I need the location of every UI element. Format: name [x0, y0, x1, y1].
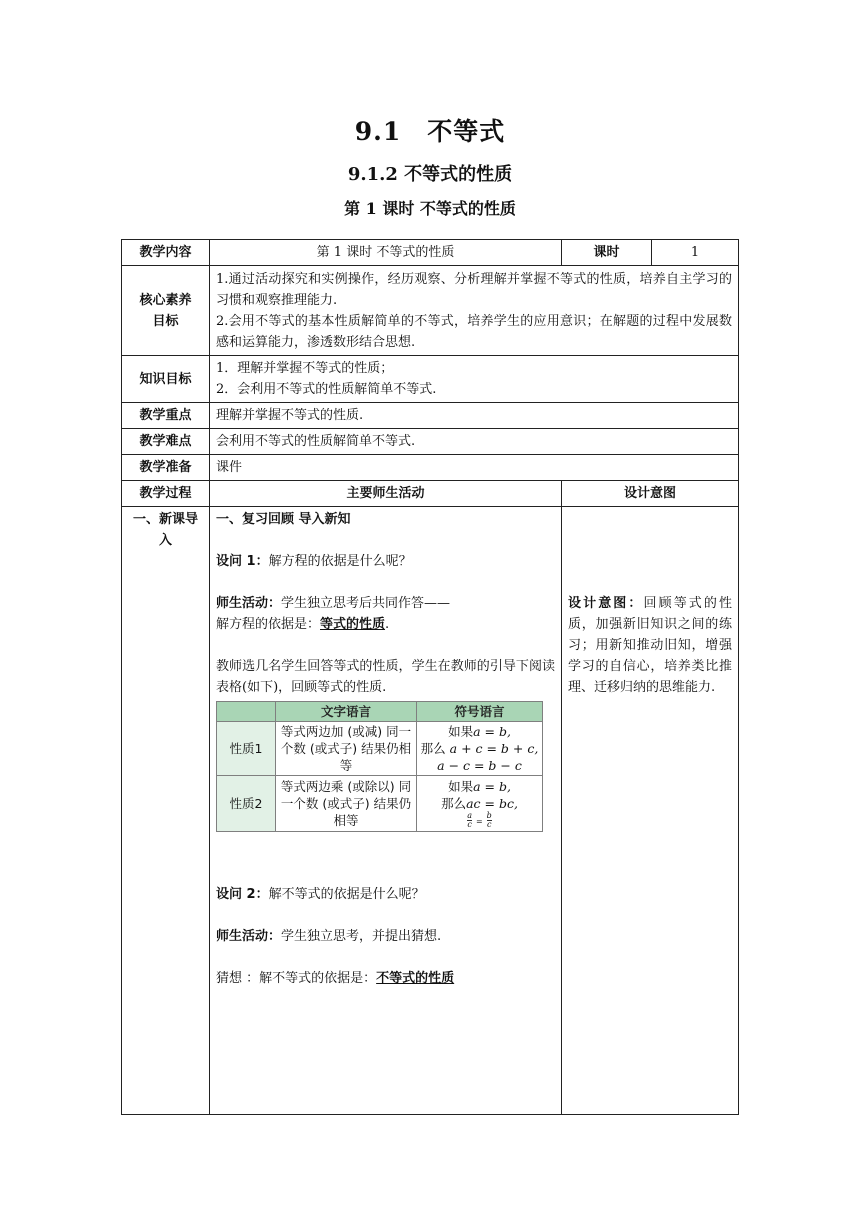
period-value: 1 [652, 240, 739, 266]
eq-col-symbol: 符号语言 [417, 702, 543, 722]
knowledge-label: 知识目标 [122, 356, 210, 403]
eq-property-1-name: 性质1 [217, 722, 276, 776]
teacher-text: 教师选几名学生回答等式的性质，学生在教师的引导下阅读表格(如下)，回顾等式的性质. [216, 659, 555, 695]
process-label: 教学过程 [122, 481, 210, 507]
core-goal-1: 1.通过活动探究和实例操作，经历观察、分析理解并掌握不等式的性质，培养自主学习的习惯和观察推理能力. [216, 271, 732, 308]
question-1-label: 设问 1： [216, 554, 269, 569]
row-knowledge [122, 356, 739, 403]
eq-property-2-name: 性质2 [217, 776, 276, 832]
intent-label: 设计意图： [568, 596, 644, 611]
row-core [122, 266, 739, 356]
eq-p2-fraction-left: $\frac{a}{c}$ [467, 810, 472, 829]
intent-cell [562, 507, 739, 1115]
row-prep [122, 455, 739, 481]
lesson-plan-table [121, 239, 739, 1115]
knowledge-goal-2: 2．会利用不等式的性质解简单不等式. [216, 382, 437, 397]
question-1-text: 解方程的依据是什么呢？ [268, 554, 412, 569]
eq-property-2-symbol [417, 776, 543, 832]
row-key [122, 403, 739, 429]
activity-2-label: 师生活动： [216, 929, 282, 944]
intent-header: 设计意图 [562, 481, 739, 507]
eq-p2-fraction-right: $\frac{b}{c}$ [486, 810, 492, 829]
core-label-line2: 目标 [152, 313, 179, 329]
eq-corner-cell [217, 702, 276, 722]
activity-section-title: 一、复习回顾 导入新知 [216, 512, 351, 527]
eq-p1-formula-2: a − c = b − c [437, 758, 522, 773]
eq-p2-cond: a = b, [473, 778, 511, 794]
activity-1-label: 师生活动： [216, 596, 282, 611]
activity-1 [216, 593, 555, 614]
eq-p1-if: 如果 [448, 724, 474, 739]
row-process-header [122, 481, 739, 507]
eq-property-1-text: 等式两边加 (或减) 同一个数 (或式子) 结果仍相等 [276, 722, 417, 776]
basis-line [216, 614, 555, 635]
question-2-label: 设问 2： [216, 887, 269, 902]
eq-p2-formula-1: ac = bc, [466, 795, 518, 811]
core-label [122, 266, 210, 356]
difficulty-value: 会利用不等式的性质解简单不等式. [210, 429, 739, 455]
activity-2-text: 学生独立思考，并提出猜想. [281, 929, 442, 944]
basis-answer: 等式的性质 [320, 617, 386, 632]
page-title: 9.1 不等式 [354, 117, 506, 146]
row-difficulty [122, 429, 739, 455]
difficulty-label: 教学难点 [122, 429, 210, 455]
eq-p2-if: 如果 [448, 778, 474, 794]
basis-text: 解方程的依据是： [216, 617, 321, 632]
activity-cell [210, 507, 562, 1115]
eq-property-2-text: 等式两边乘 (或除以) 同一个数 (或式子) 结果仍相等 [276, 776, 417, 832]
guess-line [216, 968, 555, 989]
basis-end: . [385, 617, 390, 632]
eq-p1-then: 那么 [420, 741, 446, 756]
guess-answer: 不等式的性质 [376, 971, 455, 986]
intent-text: 回顾等式的性质，加强新旧知识之间的练习；用新知推动旧知，增强学习的自信心，培养类比推理、迁移归纳的思维能力. [568, 596, 732, 695]
eq-col-text: 文字语言 [276, 702, 417, 722]
key-value: 理解并掌握不等式的性质. [210, 403, 739, 429]
knowledge-value [210, 356, 739, 403]
guess-label: 猜想 ：解不等式的依据是： [216, 971, 377, 986]
question-1 [216, 551, 555, 572]
stage-label: 一、新课导入 [122, 507, 210, 1115]
period-label: 课时 [562, 240, 652, 266]
eq-p1-formula-1: a + c = b + c, [449, 741, 539, 756]
content-value: 第 1 课时 不等式的性质 [210, 240, 562, 266]
row-intro [122, 507, 739, 1115]
activity-2 [216, 926, 555, 947]
content-label: 教学内容 [122, 240, 210, 266]
section-subtitle: 9.1.2 不等式的性质 [347, 164, 513, 185]
core-value [210, 266, 739, 356]
prep-label: 教学准备 [122, 455, 210, 481]
question-2-text: 解不等式的依据是什么呢？ [268, 887, 425, 902]
eq-p2-fraction-line: $\frac{a}{c}$ = $\frac{b}{c}$ [467, 810, 492, 829]
intent-paragraph [568, 593, 732, 698]
prep-value: 课件 [210, 455, 739, 481]
lesson-title: 第 1 课时 不等式的性质 [344, 199, 516, 218]
equation-properties-table [216, 701, 543, 832]
activity-header: 主要师生活动 [210, 481, 562, 507]
eq-property-1-symbol [417, 722, 543, 776]
core-label-line1: 核心素养 [139, 292, 192, 308]
eq-p1-cond: a = b, [473, 724, 511, 739]
activity-1-text: 学生独立思考后共同作答—— [281, 596, 451, 611]
eq-p2-then: 那么 [441, 795, 467, 811]
key-label: 教学重点 [122, 403, 210, 429]
knowledge-goal-1: 1．理解并掌握不等式的性质； [216, 361, 394, 376]
question-2 [216, 884, 555, 905]
row-content [122, 240, 739, 266]
core-goal-2: 2.会用不等式的基本性质解简单的不等式，培养学生的应用意识；在解题的过程中发展数感和运算能力，渗透数形结合思想. [216, 313, 732, 350]
